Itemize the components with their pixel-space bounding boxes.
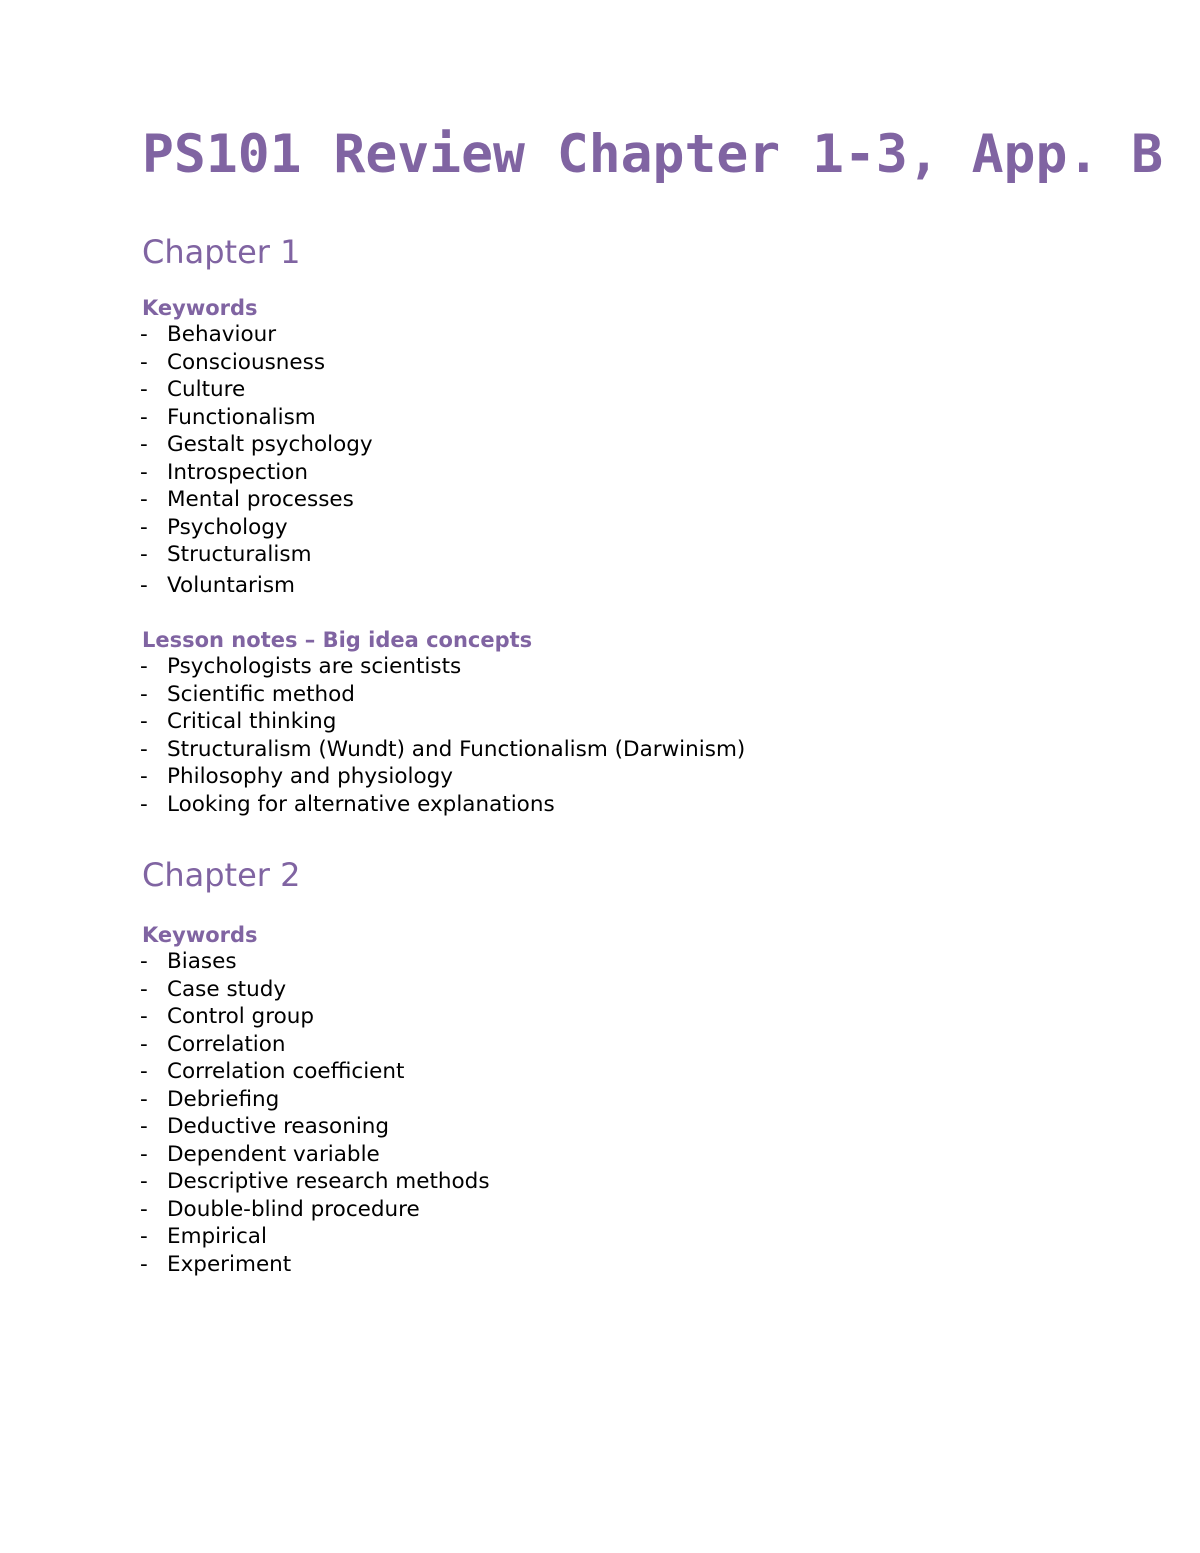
bullet-dash: - xyxy=(140,1169,148,1194)
keyword-text: Control group xyxy=(167,1004,314,1029)
keyword-item xyxy=(140,976,490,1004)
keyword-text: Debriefing xyxy=(167,1086,280,1112)
bullet-dash: - xyxy=(140,764,148,789)
bullet-dash: - xyxy=(140,322,148,347)
keyword-item xyxy=(140,1223,490,1251)
bullet-dash: - xyxy=(140,1004,148,1029)
chapter-1-heading: Chapter 1 xyxy=(142,233,301,271)
lesson-note-text: Scientific method xyxy=(167,681,355,707)
bullet-dash: - xyxy=(140,487,148,512)
lesson-note-item xyxy=(140,791,745,819)
bullet-dash: - xyxy=(140,709,148,734)
keyword-text: Structuralism xyxy=(167,542,312,567)
keyword-item xyxy=(140,1251,490,1279)
keyword-item xyxy=(140,459,373,487)
keyword-item xyxy=(140,1141,490,1169)
keyword-text: Introspection xyxy=(167,459,308,485)
bullet-dash: - xyxy=(140,349,148,375)
keyword-item xyxy=(140,541,373,569)
keyword-item xyxy=(140,486,373,514)
keyword-item xyxy=(140,1003,490,1031)
chapter-2-keywords-heading: Keywords xyxy=(142,923,258,947)
bullet-dash: - xyxy=(140,572,148,598)
keyword-text: Voluntarism xyxy=(167,572,295,598)
keyword-item xyxy=(140,948,490,976)
keyword-item xyxy=(140,431,373,459)
keyword-text: Case study xyxy=(167,976,287,1002)
bullet-dash: - xyxy=(140,1141,148,1167)
bullet-dash: - xyxy=(140,377,148,402)
chapter-1-lesson-notes-list xyxy=(140,653,745,818)
keyword-item xyxy=(140,1196,490,1224)
lesson-note-text: Critical thinking xyxy=(167,709,337,734)
keyword-item xyxy=(140,376,373,404)
bullet-dash: - xyxy=(140,654,148,679)
bullet-dash: - xyxy=(140,1059,148,1084)
lesson-note-text: Structuralism (Wundt) and Functionalism (Darwinism) xyxy=(167,736,746,762)
bullet-dash: - xyxy=(140,459,148,485)
chapter-2-heading: Chapter 2 xyxy=(142,856,301,894)
keyword-item xyxy=(140,404,373,432)
keyword-text: Double-blind procedure xyxy=(167,1196,420,1222)
keyword-item xyxy=(140,1168,490,1196)
bullet-dash: - xyxy=(140,1031,148,1057)
keyword-item xyxy=(140,349,373,377)
keyword-item xyxy=(140,572,373,600)
keyword-text: Mental processes xyxy=(167,487,354,512)
keyword-item xyxy=(140,321,373,349)
bullet-dash: - xyxy=(140,681,148,707)
keyword-text: Biases xyxy=(167,949,237,974)
lesson-note-text: Psychologists are scientists xyxy=(167,654,462,679)
lesson-note-item xyxy=(140,763,745,791)
bullet-dash: - xyxy=(140,404,148,430)
bullet-dash: - xyxy=(140,1224,148,1249)
chapter-1-keywords-heading: Keywords xyxy=(142,296,258,320)
keyword-item xyxy=(140,1113,490,1141)
bullet-dash: - xyxy=(140,949,148,974)
lesson-note-item xyxy=(140,736,745,764)
bullet-dash: - xyxy=(140,542,148,567)
keyword-text: Gestalt psychology xyxy=(167,432,373,457)
bullet-dash: - xyxy=(140,1114,148,1139)
keyword-text: Empirical xyxy=(167,1224,267,1249)
lesson-note-item xyxy=(140,708,745,736)
lesson-note-item xyxy=(140,653,745,681)
lesson-note-item xyxy=(140,681,745,709)
bullet-dash: - xyxy=(140,1086,148,1112)
keyword-text: Dependent variable xyxy=(167,1141,380,1167)
keyword-text: Correlation coefficient xyxy=(167,1059,405,1084)
keyword-item xyxy=(140,1058,490,1086)
chapter-1-keywords-list xyxy=(140,321,373,599)
keyword-text: Correlation xyxy=(167,1031,286,1057)
bullet-dash: - xyxy=(140,432,148,457)
keyword-text: Behaviour xyxy=(167,322,277,347)
bullet-dash: - xyxy=(140,1196,148,1222)
document-title: PS101 Review Chapter 1-3, App. B xyxy=(142,124,1164,185)
chapter-1-lesson-notes-heading: Lesson notes – Big idea concepts xyxy=(142,628,533,652)
keyword-text: Culture xyxy=(167,377,246,402)
keyword-item xyxy=(140,1086,490,1114)
keyword-text: Experiment xyxy=(167,1251,292,1277)
bullet-dash: - xyxy=(140,791,148,817)
keyword-text: Consciousness xyxy=(167,349,326,375)
keyword-item xyxy=(140,1031,490,1059)
keyword-item xyxy=(140,514,373,542)
lesson-note-text: Looking for alternative explanations xyxy=(167,791,555,817)
bullet-dash: - xyxy=(140,514,148,540)
keyword-text: Psychology xyxy=(167,514,288,540)
chapter-2-keywords-list xyxy=(140,948,490,1278)
bullet-dash: - xyxy=(140,736,148,762)
keyword-text: Functionalism xyxy=(167,404,316,430)
keyword-text: Deductive reasoning xyxy=(167,1114,390,1139)
keyword-text: Descriptive research methods xyxy=(167,1169,490,1194)
bullet-dash: - xyxy=(140,976,148,1002)
lesson-note-text: Philosophy and physiology xyxy=(167,764,453,789)
bullet-dash: - xyxy=(140,1251,148,1277)
